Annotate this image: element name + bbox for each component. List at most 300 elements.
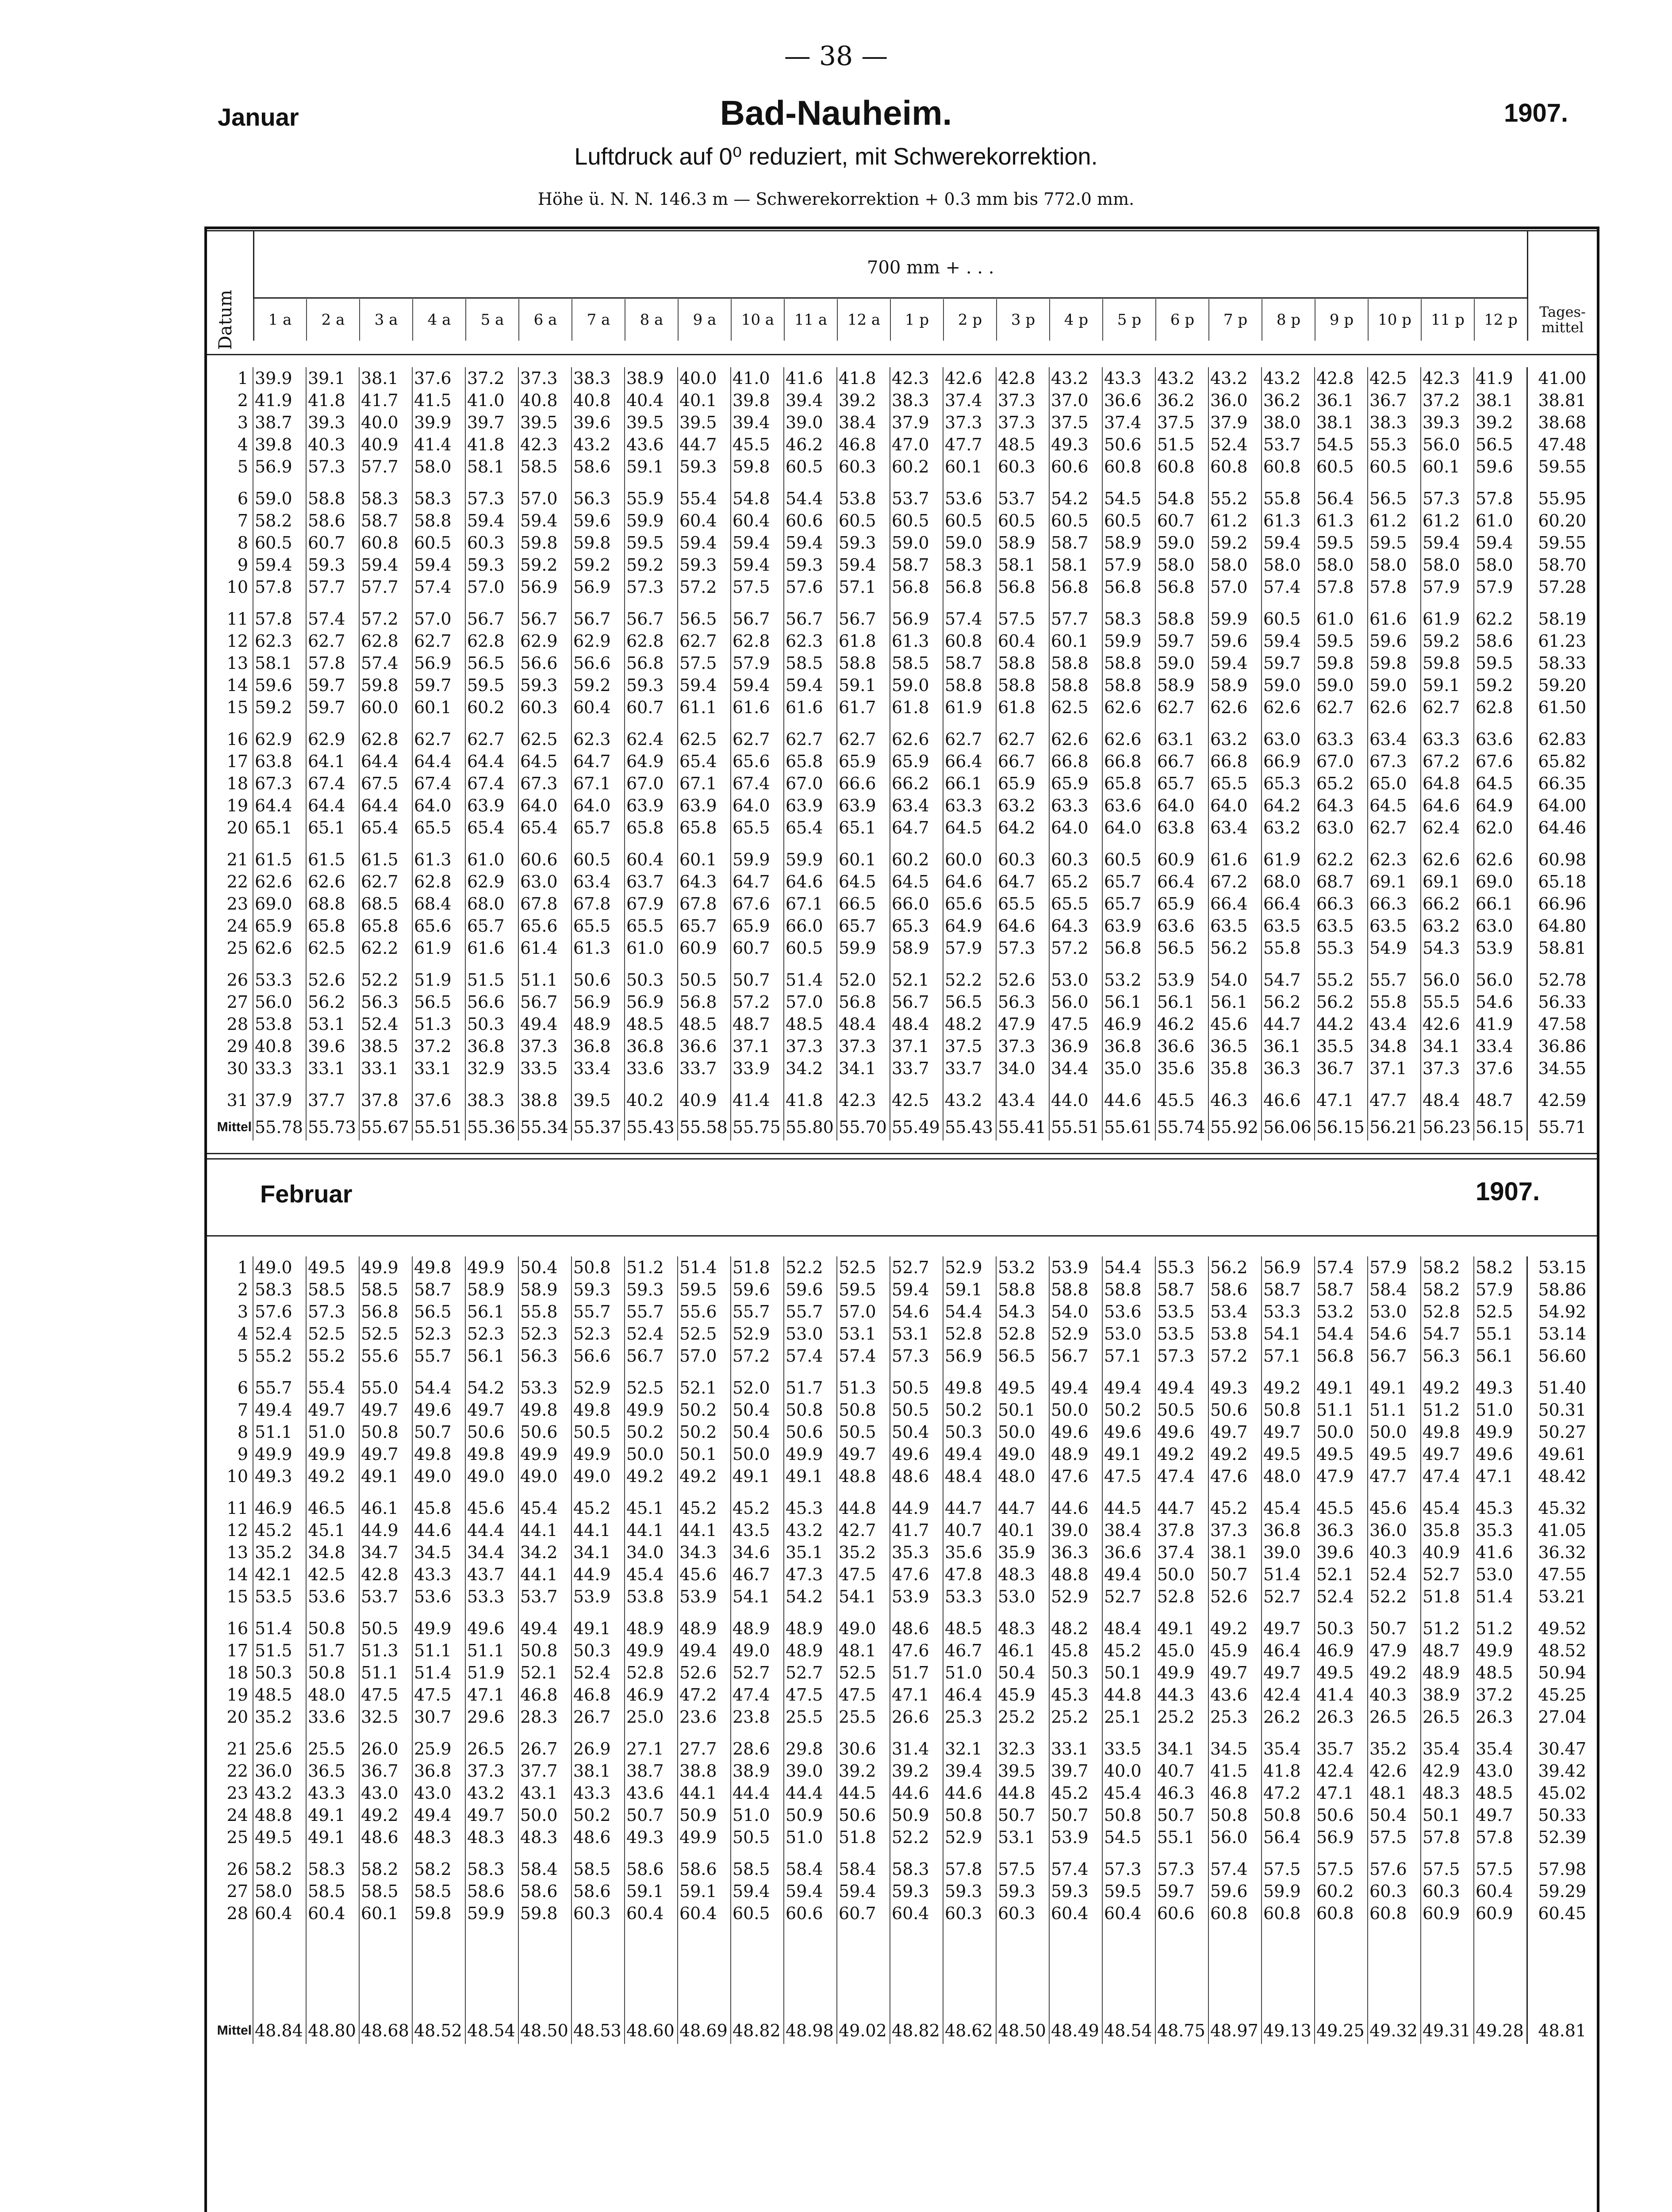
- value-cell: 52.9: [731, 1323, 784, 1345]
- value-cell: 67.5: [359, 772, 412, 795]
- hour-4a: 4 a: [413, 299, 466, 341]
- value-cell: 63.3: [1315, 728, 1368, 750]
- value-cell: 56.5: [412, 991, 465, 1013]
- value-cell: 49.3: [1049, 434, 1102, 456]
- value-cell: 49.3: [625, 1826, 678, 1848]
- value-cell: 57.4: [837, 1345, 890, 1367]
- value-cell: 33.7: [678, 1057, 731, 1079]
- value-cell: 52.6: [1208, 1586, 1262, 1608]
- table-row: [207, 608, 1597, 630]
- value-cell: 46.8: [571, 1684, 625, 1706]
- daily-mean-cell: 66.35: [1527, 772, 1597, 795]
- value-cell: 51.0: [784, 1826, 837, 1848]
- gap-cell: [1155, 1848, 1208, 1858]
- value-cell: 48.9: [678, 1617, 731, 1640]
- value-cell: 35.2: [253, 1706, 306, 1728]
- gap-cell: [1208, 718, 1262, 728]
- value-cell: 64.5: [518, 750, 571, 772]
- value-cell: 41.7: [359, 389, 412, 411]
- value-cell: 53.6: [412, 1586, 465, 1608]
- value-cell: 59.1: [625, 456, 678, 478]
- hourly-mean-cell: 48.82: [731, 2017, 784, 2044]
- value-cell: 60.5: [1262, 608, 1315, 630]
- daily-mean-cell: 50.31: [1527, 1399, 1597, 1421]
- gap-cell: [359, 1079, 412, 1089]
- value-cell: 49.5: [1368, 1443, 1421, 1465]
- value-cell: 60.1: [943, 456, 996, 478]
- value-cell: 58.9: [1208, 674, 1262, 696]
- value-cell: 46.9: [253, 1497, 306, 1519]
- value-cell: 54.5: [1102, 1826, 1155, 1848]
- value-cell: 56.7: [625, 608, 678, 630]
- hour-11a: 11 a: [784, 299, 837, 341]
- gap-cell: [518, 478, 571, 488]
- value-cell: 63.4: [571, 871, 625, 893]
- day-cell: 25: [226, 1828, 248, 1847]
- value-cell: 53.8: [1208, 1323, 1262, 1345]
- value-cell: 59.3: [837, 532, 890, 554]
- value-cell: 52.5: [306, 1323, 359, 1345]
- value-cell: 51.2: [1421, 1617, 1474, 1640]
- value-cell: 49.3: [253, 1465, 306, 1487]
- value-cell: 64.1: [306, 750, 359, 772]
- value-cell: 53.9: [890, 1586, 943, 1608]
- value-cell: 56.1: [465, 1301, 518, 1323]
- value-cell: 57.9: [1474, 1279, 1527, 1301]
- value-cell: 39.1: [306, 367, 359, 389]
- value-cell: 32.5: [359, 1706, 412, 1728]
- value-cell: 41.9: [253, 389, 306, 411]
- gap-cell: [518, 1728, 571, 1738]
- value-cell: 40.1: [678, 389, 731, 411]
- gap-cell: [625, 598, 678, 608]
- value-cell: 60.5: [837, 510, 890, 532]
- value-cell: 34.5: [1208, 1738, 1262, 1760]
- value-cell: 60.2: [465, 696, 518, 718]
- value-cell: 49.2: [678, 1465, 731, 1487]
- value-cell: 26.5: [465, 1738, 518, 1760]
- value-cell: 48.9: [625, 1617, 678, 1640]
- value-cell: 36.8: [1262, 1519, 1315, 1541]
- value-cell: 50.0: [1315, 1421, 1368, 1443]
- value-cell: 63.7: [625, 871, 678, 893]
- gap-cell: [207, 839, 253, 849]
- value-cell: 48.8: [837, 1465, 890, 1487]
- value-cell: 49.2: [1262, 1377, 1315, 1399]
- value-cell: 35.4: [1474, 1738, 1527, 1760]
- value-cell: 47.9: [1368, 1640, 1421, 1662]
- gap-cell: [837, 1079, 890, 1089]
- value-cell: 52.5: [837, 1662, 890, 1684]
- value-cell: 55.8: [1262, 488, 1315, 510]
- value-cell: 69.0: [1474, 871, 1527, 893]
- value-cell: 33.9: [731, 1057, 784, 1079]
- value-cell: 36.3: [1049, 1541, 1102, 1563]
- value-cell: 38.9: [1421, 1684, 1474, 1706]
- value-cell: 59.5: [678, 1279, 731, 1301]
- value-cell: 56.1: [1474, 1345, 1527, 1367]
- value-cell: 58.9: [996, 532, 1049, 554]
- gap-cell: [306, 1728, 359, 1738]
- value-cell: 65.4: [784, 817, 837, 839]
- value-cell: 59.9: [1208, 608, 1262, 630]
- value-cell: 35.2: [837, 1541, 890, 1563]
- value-cell: 34.1: [1155, 1738, 1208, 1760]
- value-cell: 32.1: [943, 1738, 996, 1760]
- value-cell: 52.2: [784, 1256, 837, 1279]
- gap-cell: [359, 839, 412, 849]
- gap-cell: [465, 598, 518, 608]
- gap-cell: [571, 1487, 625, 1497]
- value-cell: 37.3: [996, 1035, 1049, 1057]
- value-cell: 63.6: [1474, 728, 1527, 750]
- value-cell: 49.1: [1315, 1377, 1368, 1399]
- value-cell: 49.9: [518, 1443, 571, 1465]
- value-cell: 48.6: [571, 1826, 625, 1848]
- value-cell: 57.2: [1208, 1345, 1262, 1367]
- value-cell: 47.9: [1315, 1465, 1368, 1487]
- day-cell: 12: [226, 631, 248, 651]
- value-cell: 59.2: [1421, 630, 1474, 652]
- value-cell: 60.5: [1102, 510, 1155, 532]
- value-cell: 53.0: [1474, 1563, 1527, 1586]
- hourly-mean-cell: 49.32: [1368, 2017, 1421, 2044]
- hourly-mean-cell: 49.31: [1421, 2017, 1474, 2044]
- value-cell: 57.4: [359, 652, 412, 674]
- day-cell: 21: [226, 850, 248, 869]
- daily-mean-cell: 38.68: [1527, 411, 1597, 434]
- value-cell: 25.9: [412, 1738, 465, 1760]
- value-cell: 50.3: [943, 1421, 996, 1443]
- gap-cell: [996, 478, 1049, 488]
- value-cell: 45.2: [731, 1497, 784, 1519]
- gap-cell: [1474, 839, 1527, 849]
- value-cell: 50.2: [678, 1399, 731, 1421]
- value-cell: 47.6: [890, 1640, 943, 1662]
- daily-mean-cell: 66.96: [1527, 893, 1597, 915]
- value-cell: 58.3: [359, 488, 412, 510]
- value-cell: 33.3: [253, 1057, 306, 1079]
- daily-mean-cell: 56.60: [1527, 1345, 1597, 1367]
- value-cell: 48.2: [1049, 1617, 1102, 1640]
- value-cell: 57.4: [1262, 576, 1315, 598]
- gap-cell: [1315, 718, 1368, 728]
- value-cell: 39.9: [412, 411, 465, 434]
- value-cell: 50.7: [1208, 1563, 1262, 1586]
- value-cell: 56.3: [518, 1345, 571, 1367]
- value-cell: 35.4: [1262, 1738, 1315, 1760]
- value-cell: 37.9: [890, 411, 943, 434]
- gap-cell: [306, 478, 359, 488]
- value-cell: 59.8: [518, 1902, 571, 1924]
- value-cell: 56.3: [996, 991, 1049, 1013]
- hourly-mean-cell: 56.15: [1474, 1114, 1527, 1141]
- value-cell: 55.8: [1262, 937, 1315, 959]
- value-cell: 35.3: [1474, 1519, 1527, 1541]
- value-cell: 60.4: [253, 1902, 306, 1924]
- value-cell: 58.6: [571, 1880, 625, 1902]
- value-cell: 42.8: [1315, 367, 1368, 389]
- value-cell: 35.5: [1315, 1035, 1368, 1057]
- day-cell: 18: [226, 774, 248, 793]
- value-cell: 59.5: [1102, 1880, 1155, 1902]
- value-cell: 59.4: [253, 554, 306, 576]
- day-cell: 22: [226, 872, 248, 891]
- value-cell: 53.9: [1049, 1256, 1102, 1279]
- gap-cell: [207, 959, 253, 969]
- daily-mean-cell: 50.27: [1527, 1421, 1597, 1443]
- value-cell: 61.9: [943, 696, 996, 718]
- value-cell: 64.0: [518, 795, 571, 817]
- value-cell: 55.2: [1315, 969, 1368, 991]
- value-cell: 50.0: [731, 1443, 784, 1465]
- value-cell: 60.3: [996, 456, 1049, 478]
- value-cell: 43.2: [1208, 367, 1262, 389]
- mean-row: [207, 1114, 1597, 1141]
- value-cell: 59.3: [571, 1279, 625, 1301]
- gap-cell: [1527, 718, 1597, 728]
- value-cell: 59.3: [678, 554, 731, 576]
- value-cell: 56.6: [518, 652, 571, 674]
- value-cell: 57.7: [1049, 608, 1102, 630]
- hourly-mean-cell: 55.61: [1102, 1114, 1155, 1141]
- value-cell: 49.1: [1155, 1617, 1208, 1640]
- hour-12a: 12 a: [837, 299, 890, 341]
- daily-mean-cell: 36.86: [1527, 1035, 1597, 1057]
- value-cell: 44.5: [837, 1782, 890, 1804]
- value-cell: 45.1: [306, 1519, 359, 1541]
- gap-cell: [1421, 1924, 1474, 2017]
- value-cell: 57.8: [253, 608, 306, 630]
- hour-7p: 7 p: [1209, 299, 1262, 341]
- value-cell: 49.1: [1102, 1443, 1155, 1465]
- day-cell: 26: [226, 1859, 248, 1879]
- value-cell: 49.4: [253, 1399, 306, 1421]
- value-cell: 56.8: [678, 991, 731, 1013]
- value-cell: 38.0: [1262, 411, 1315, 434]
- value-cell: 59.1: [943, 1279, 996, 1301]
- gap-cell: [1527, 478, 1597, 488]
- gap-cell: [1208, 839, 1262, 849]
- gap-cell: [1421, 1079, 1474, 1089]
- value-cell: 47.1: [1315, 1089, 1368, 1111]
- value-cell: 58.5: [359, 1279, 412, 1301]
- value-cell: 59.3: [943, 1880, 996, 1902]
- daily-mean-cell: 60.20: [1527, 510, 1597, 532]
- value-cell: 45.3: [1474, 1497, 1527, 1519]
- value-cell: 51.8: [1421, 1586, 1474, 1608]
- gap-cell: [412, 1728, 465, 1738]
- value-cell: 60.1: [678, 849, 731, 871]
- value-cell: 62.6: [1049, 728, 1102, 750]
- value-cell: 63.5: [1262, 915, 1315, 937]
- value-cell: 52.3: [465, 1323, 518, 1345]
- value-cell: 51.8: [837, 1826, 890, 1848]
- gap-cell: [1102, 1608, 1155, 1617]
- gap-cell: [890, 598, 943, 608]
- value-cell: 58.0: [1315, 554, 1368, 576]
- value-cell: 52.4: [1208, 434, 1262, 456]
- value-cell: 60.4: [678, 1902, 731, 1924]
- gap-cell: [625, 478, 678, 488]
- value-cell: 54.4: [943, 1301, 996, 1323]
- value-cell: 58.7: [412, 1279, 465, 1301]
- value-cell: 60.4: [625, 1902, 678, 1924]
- gap-cell: [1262, 478, 1315, 488]
- value-cell: 64.5: [890, 871, 943, 893]
- value-cell: 48.5: [784, 1013, 837, 1035]
- value-cell: 59.0: [1368, 674, 1421, 696]
- value-cell: 50.8: [784, 1399, 837, 1421]
- value-cell: 58.6: [1208, 1279, 1262, 1301]
- group-gap: [207, 1608, 1597, 1617]
- gap-cell: [465, 959, 518, 969]
- hour-8a: 8 a: [625, 299, 678, 341]
- value-cell: 66.0: [890, 893, 943, 915]
- value-cell: 57.7: [306, 576, 359, 598]
- value-cell: 48.3: [1421, 1782, 1474, 1804]
- gap-cell: [253, 1848, 306, 1858]
- gap-cell: [731, 478, 784, 488]
- gap-cell: [943, 598, 996, 608]
- value-cell: 69.0: [253, 893, 306, 915]
- value-cell: 48.2: [943, 1013, 996, 1035]
- gap-cell: [571, 1367, 625, 1377]
- gap-cell: [518, 1924, 571, 2017]
- value-cell: 49.7: [1474, 1804, 1527, 1826]
- value-cell: 39.5: [996, 1760, 1049, 1782]
- value-cell: 56.0: [1474, 969, 1527, 991]
- table-row: [207, 1256, 1597, 1279]
- day-cell: 15: [226, 1587, 248, 1606]
- value-cell: 48.8: [1049, 1563, 1102, 1586]
- value-cell: 37.3: [465, 1760, 518, 1782]
- value-cell: 61.3: [412, 849, 465, 871]
- value-cell: 36.2: [1155, 389, 1208, 411]
- value-cell: 52.7: [1102, 1586, 1155, 1608]
- value-cell: 38.7: [253, 411, 306, 434]
- gap-cell: [784, 478, 837, 488]
- value-cell: 49.8: [943, 1377, 996, 1399]
- value-cell: 59.8: [359, 674, 412, 696]
- table-row: [207, 1345, 1597, 1367]
- value-cell: 39.0: [784, 1760, 837, 1782]
- value-cell: 62.7: [1315, 696, 1368, 718]
- value-cell: 49.5: [1315, 1662, 1368, 1684]
- value-cell: 62.9: [571, 630, 625, 652]
- value-cell: 58.3: [890, 1858, 943, 1880]
- day-cell: 24: [226, 1805, 248, 1825]
- gap-cell: [207, 1924, 253, 2017]
- value-cell: 55.7: [1368, 969, 1421, 991]
- gap-cell: [678, 959, 731, 969]
- value-cell: 58.3: [465, 1858, 518, 1880]
- value-cell: 59.1: [678, 1880, 731, 1902]
- value-cell: 62.9: [306, 728, 359, 750]
- value-cell: 51.8: [731, 1256, 784, 1279]
- value-cell: 67.9: [625, 893, 678, 915]
- value-cell: 50.6: [518, 1421, 571, 1443]
- value-cell: 59.4: [784, 532, 837, 554]
- gap-cell: [1315, 1367, 1368, 1377]
- subtitle: Luftdruck auf 0⁰ reduziert, mit Schwerekorrektion.: [574, 143, 1098, 170]
- gap-cell: [1262, 839, 1315, 849]
- gap-cell: [1208, 1924, 1262, 2017]
- table-row: [207, 1057, 1597, 1079]
- value-cell: 61.6: [1208, 849, 1262, 871]
- value-cell: 50.1: [1102, 1662, 1155, 1684]
- value-cell: 58.6: [465, 1880, 518, 1902]
- value-cell: 53.6: [306, 1586, 359, 1608]
- value-cell: 48.5: [625, 1013, 678, 1035]
- value-cell: 49.2: [306, 1465, 359, 1487]
- value-cell: 34.4: [465, 1541, 518, 1563]
- value-cell: 47.7: [943, 434, 996, 456]
- mean-spacer: [207, 1924, 1597, 2017]
- value-cell: 49.5: [1315, 1443, 1368, 1465]
- value-cell: 60.1: [837, 849, 890, 871]
- value-cell: 53.3: [943, 1586, 996, 1608]
- value-cell: 52.9: [571, 1377, 625, 1399]
- hourly-mean-cell: 48.54: [1102, 2017, 1155, 2044]
- value-cell: 48.3: [996, 1617, 1049, 1640]
- value-cell: 50.0: [1155, 1563, 1208, 1586]
- value-cell: 60.4: [890, 1902, 943, 1924]
- value-cell: 52.7: [1421, 1563, 1474, 1586]
- value-cell: 50.7: [731, 969, 784, 991]
- gap-cell: [412, 1079, 465, 1089]
- value-cell: 58.8: [996, 674, 1049, 696]
- value-cell: 64.4: [359, 750, 412, 772]
- value-cell: 36.9: [1049, 1035, 1102, 1057]
- table-row: [207, 696, 1597, 718]
- value-cell: 67.0: [784, 772, 837, 795]
- value-cell: 56.1: [465, 1345, 518, 1367]
- value-cell: 45.3: [1049, 1684, 1102, 1706]
- value-cell: 62.7: [412, 630, 465, 652]
- value-cell: 52.2: [359, 969, 412, 991]
- value-cell: 65.2: [1049, 871, 1102, 893]
- value-cell: 26.2: [1262, 1706, 1315, 1728]
- value-cell: 52.9: [1049, 1323, 1102, 1345]
- gap-cell: [465, 1924, 518, 2017]
- gap-cell: [1421, 1728, 1474, 1738]
- daily-mean-cell: 53.14: [1527, 1323, 1597, 1345]
- value-cell: 50.7: [1155, 1804, 1208, 1826]
- value-cell: 49.5: [996, 1377, 1049, 1399]
- value-cell: 58.7: [1262, 1279, 1315, 1301]
- value-cell: 68.0: [1262, 871, 1315, 893]
- value-cell: 49.8: [571, 1399, 625, 1421]
- value-cell: 56.6: [571, 652, 625, 674]
- value-cell: 65.9: [1049, 772, 1102, 795]
- value-cell: 60.7: [731, 937, 784, 959]
- table-row: [207, 488, 1597, 510]
- day-cell: 13: [226, 1543, 248, 1562]
- value-cell: 58.2: [1474, 1256, 1527, 1279]
- value-cell: 38.8: [678, 1760, 731, 1782]
- value-cell: 56.0: [253, 991, 306, 1013]
- value-cell: 51.0: [731, 1804, 784, 1826]
- value-cell: 50.9: [890, 1804, 943, 1826]
- value-cell: 64.0: [571, 795, 625, 817]
- value-cell: 59.4: [1208, 652, 1262, 674]
- value-cell: 66.3: [1368, 893, 1421, 915]
- value-cell: 36.8: [1102, 1035, 1155, 1057]
- value-cell: 43.0: [412, 1782, 465, 1804]
- value-cell: 58.7: [359, 510, 412, 532]
- value-cell: 48.4: [890, 1013, 943, 1035]
